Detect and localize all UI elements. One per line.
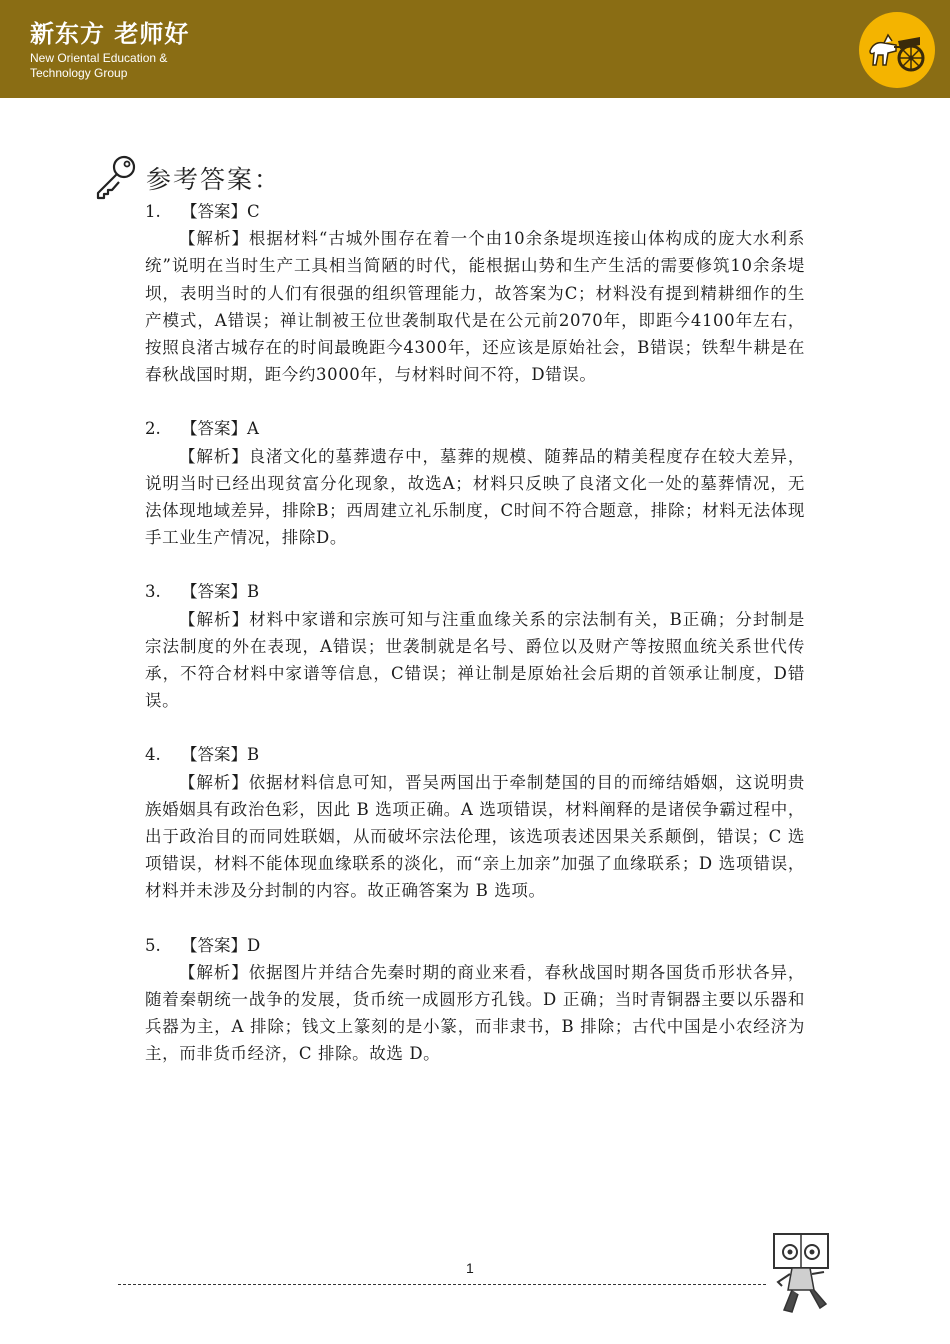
answer-list [145, 198, 805, 1095]
item-number: 3. [145, 582, 161, 602]
answer-line [145, 415, 805, 442]
answer-line [145, 741, 805, 768]
answer-text: 【答案】C [181, 202, 260, 221]
section-title: 参考答案： [146, 165, 282, 194]
answer-line [145, 932, 805, 959]
answer-text: 【答案】B [181, 582, 260, 602]
answer-text: 【答案】A [181, 419, 259, 439]
answer-item-1 [145, 198, 805, 388]
brand-en-line-2: Technology Group [30, 66, 128, 80]
brand-name-cn: 新东方 老师好 [30, 20, 190, 48]
item-number: 1. [145, 202, 161, 221]
explanation-text: 【解析】依据材料信息可知，晋吴两国出于牵制楚国的目的而缔结婚姻，这说明贵族婚姻具有政治色彩，因此 B 选项正确。A 选项错误，材料阐释的是诸侯争霸过程中，出于政治目的而同姓联姻，从而破坏宗法伦理，该选项表述因果关系颠倒，错误；C 选项错误，材料不能体现血缘联系的淡化，而“亲上加亲”加强了血缘联系；D 选项错误，材料并未涉及分封制的内容。故正确答案为 B 选项。 [145, 772, 805, 901]
header-bar [0, 0, 950, 98]
answer-line [145, 198, 805, 225]
explanation-text: 【解析】依据图片并结合先秦时期的商业来看，春秋战国时期各国货币形状各异，随着秦朝统一战争的发展，货币统一成圆形方孔钱。D 正确；当时青铜器主要以乐器和兵器为主，A 排除；钱文上篆刻的是小篆，而非隶书，B 排除；古代中国是小农经济为主，而非货币经济，C 排除。故选 D。 [145, 962, 805, 1064]
horse-carriage-logo-icon [858, 11, 936, 89]
page-number: 1 [466, 1260, 474, 1276]
item-number: 2. [145, 419, 161, 439]
brand-en-line-1: New Oriental Education & [30, 51, 168, 65]
item-number: 4. [145, 745, 161, 765]
item-number: 5. [145, 935, 161, 955]
key-icon [92, 154, 138, 200]
answer-text: 【答案】D [181, 935, 261, 955]
answer-item-4 [145, 741, 805, 904]
answer-item-3 [145, 578, 805, 714]
explanation-text: 【解析】良渚文化的墓葬遗存中，墓葬的规模、随葬品的精美程度存在较大差异，说明当时已经出现贫富分化现象，故选A；材料只反映了良渚文化一处的墓葬情况，无法体现地域差异，排除B；西周建立礼乐制度，C时间不符合题意，排除；材料无法体现手工业生产情况，排除D。 [145, 446, 805, 548]
explanation-text: 【解析】根据材料“古城外围存在着一个由10余条堤坝连接山体构成的庞大水利系统”说明在当时生产工具相当简陋的时代，能根据山势和生产生活的需要修筑10余条堤坝，表明当时的人们有很强的组织管理能力，故答案为C；材料没有提到精耕细作的生产模式，A错误；禅让制被王位世袭制取代是在公元前2070年，即距今4100年左右，按照良渚古城存在的时间最晚距今4300年，还应该是原始社会，B错误；铁犁牛耕是在春秋战国时期，距今约3000年，与材料时间不符，D错误。 [145, 229, 805, 385]
footer-dashed-divider [118, 1284, 766, 1285]
answer-line [145, 578, 805, 605]
reading-mascot-icon [766, 1228, 836, 1316]
answer-item-5 [145, 932, 805, 1068]
explanation-text: 【解析】材料中家谱和宗族可知与注重血缘关系的宗法制有关，B正确；分封制是宗法制度的外在表现，A错误；世袭制就是名号、爵位以及财产等按照血统关系世代传承，不符合材料中家谱等信息，C错误；禅让制是原始社会后期的首领承让制度，D错误。 [145, 609, 805, 711]
brand-name-en [30, 51, 230, 81]
answer-text: 【答案】B [181, 745, 260, 765]
answer-item-2 [145, 415, 805, 551]
